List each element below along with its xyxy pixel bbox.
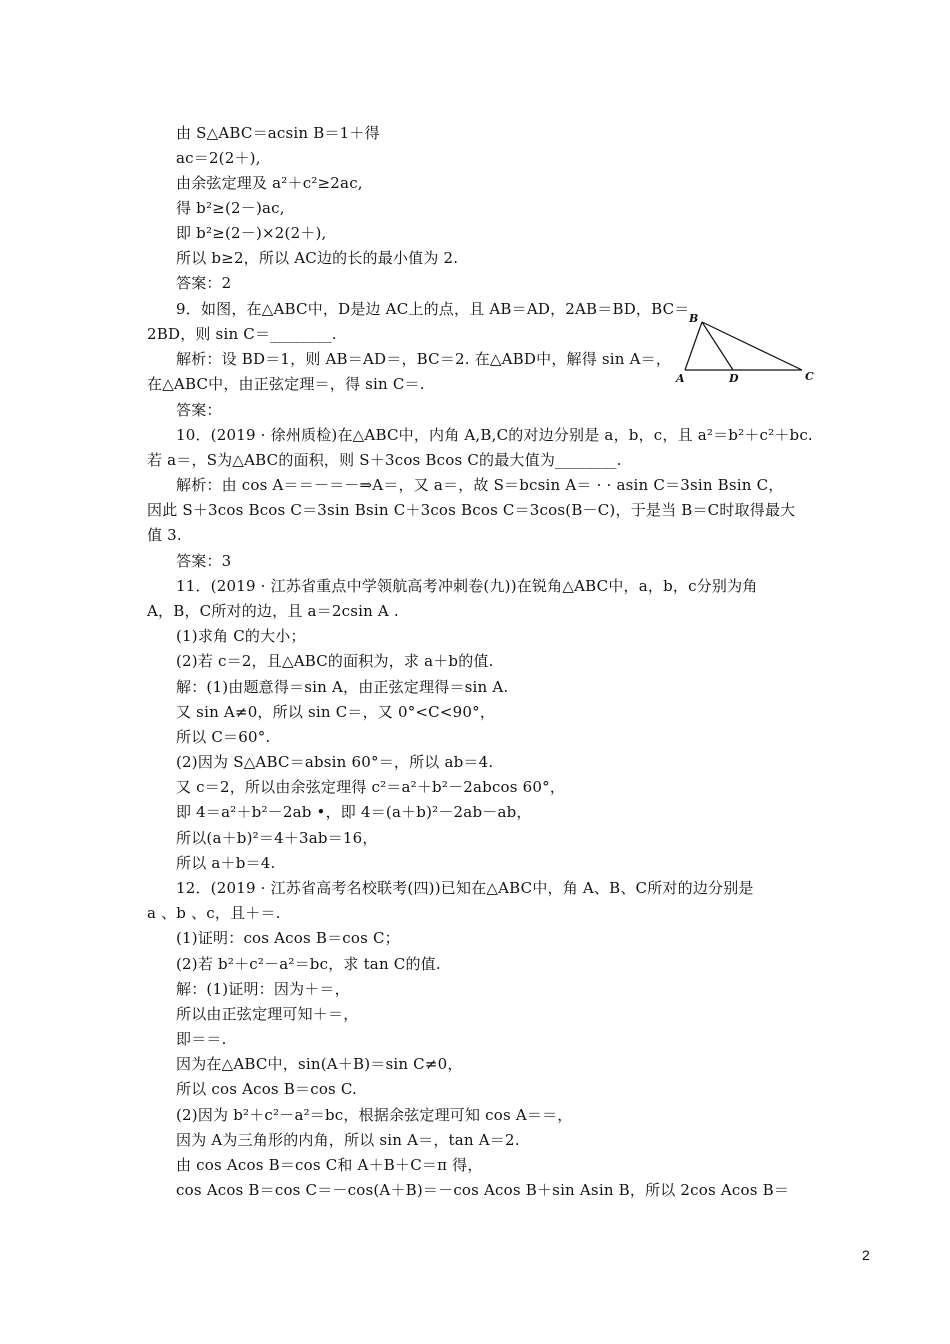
solution-line: 又 c＝2，所以由余弦定理得 c²＝a²＋b²－2abcos 60°， xyxy=(176,778,566,796)
solution-line: (2)因为 S△ABC＝absin 60°＝，所以 ab＝4. xyxy=(176,753,494,771)
text-line: 由 S△ABC＝acsin B＝1＋得 xyxy=(176,124,380,142)
segment-ab xyxy=(685,322,702,370)
solution-line: 值 3. xyxy=(147,526,182,544)
solution-line: 又 sin A≠0，所以 sin C＝，又 0°<C<90°， xyxy=(176,703,496,721)
solution-line: 因此 S＋3cos Bcos C＝3sin Bsin C＋3cos Bcos C＝3cos(B－C)，于是当 B＝C时取得最大 xyxy=(147,501,796,519)
solution-line: 所以(a＋b)²＝4＋3ab＝16， xyxy=(176,829,378,847)
page-number: 2 xyxy=(862,1247,870,1263)
text-line: ac＝2(2＋), xyxy=(176,149,261,167)
problem-12-text: a 、b 、c，且＋＝. xyxy=(147,904,281,922)
solution-line: 即＝＝. xyxy=(176,1030,227,1048)
solution-line: (2)因为 b²＋c²－a²＝bc，根据余弦定理可知 cos A＝＝， xyxy=(176,1106,573,1124)
problem-9-text: 9．如图，在△ABC中，D是边 AC上的点，且 AB＝AD，2AB＝BD，BC＝ xyxy=(176,300,690,318)
text-line: (2)若 c＝2，且△ABC的面积为，求 a＋b的值. xyxy=(176,652,494,670)
solution-line: 解：(1)由题意得＝sin A，由正弦定理得＝sin A. xyxy=(176,678,509,696)
answer-line: 答案：3 xyxy=(176,552,232,570)
solution-line: 解析：由 cos A＝＝－＝－⇒A＝，又 a＝，故 S＝bcsin A＝ · · asin C＝3sin Bsin C， xyxy=(176,476,784,494)
vertex-label-a: A xyxy=(676,372,685,385)
text-line: 即 b²≥(2－)×2(2＋), xyxy=(176,224,327,242)
solution-line: 由 cos Acos B＝cos C和 A＋B＋C＝π 得， xyxy=(176,1156,483,1174)
solution-line: 所以由正弦定理可知＋＝， xyxy=(176,1005,359,1023)
solution-line: 因为在△ABC中，sin(A＋B)＝sin C≠0， xyxy=(176,1055,463,1073)
solution-line: 所以 a＋b＝4. xyxy=(176,854,276,872)
text-line: (1)求角 C的大小； xyxy=(176,627,306,645)
solution-line: 所以 C＝60°. xyxy=(176,728,271,746)
solution-line: cos Acos B＝cos C＝－cos(A＋B)＝－cos Acos B＋sin Asin B，所以 2cos Acos B＝ xyxy=(176,1181,790,1199)
problem-12-text: 12．(2019 · 江苏省高考名校联考(四))已知在△ABC中，角 A、B、C所对的边分别是 xyxy=(176,879,754,897)
text-line: 得 b²≥(2－)ac, xyxy=(176,199,285,217)
answer-line: 答案： xyxy=(176,401,222,419)
triangle-figure xyxy=(672,310,822,390)
solution-line: 因为 A为三角形的内角，所以 sin A＝，tan A＝2. xyxy=(176,1131,520,1149)
vertex-label-b: B xyxy=(689,312,699,325)
problem-11-text: A，B，C所对的边，且 a＝2csin A . xyxy=(147,602,399,620)
problem-10-text: 10．(2019 · 徐州质检)在△ABC中，内角 A,B,C的对边分别是 a，b，c，且 a²＝b²＋c²＋bc. xyxy=(176,426,813,444)
vertex-label-c: C xyxy=(805,370,814,383)
problem-9-text: 2BD，则 sin C＝________. xyxy=(147,325,337,343)
problem-11-text: 11．(2019 · 江苏省重点中学领航高考冲刺卷(九))在锐角△ABC中，a，b，c分别为角 xyxy=(176,577,758,595)
solution-line: 所以 cos Acos B＝cos C. xyxy=(176,1080,358,1098)
solution-line: 解：(1)证明：因为＋＝， xyxy=(176,980,350,998)
solution-line: 即 4＝a²＋b²－2ab •，即 4＝(a＋b)²－2ab－ab， xyxy=(176,803,532,821)
solution-line: 解析：设 BD＝1，则 AB＝AD＝，BC＝2. 在△ABD中，解得 sin A＝， xyxy=(176,350,672,368)
text-line: (1)证明：cos Acos B＝cos C； xyxy=(176,929,400,947)
text-line: 所以 b≥2，所以 AC边的长的最小值为 2. xyxy=(176,249,459,267)
text-line: 由余弦定理及 a²＋c²≥2ac, xyxy=(176,174,363,192)
text-line: (2)若 b²＋c²－a²＝bc，求 tan C的值. xyxy=(176,955,441,973)
vertex-label-d: D xyxy=(729,372,739,385)
answer-line: 答案：2 xyxy=(176,274,232,292)
solution-line: 在△ABC中，由正弦定理＝，得 sin C＝. xyxy=(147,375,425,393)
problem-10-text: 若 a＝，S为△ABC的面积，则 S＋3cos Bcos C的最大值为________. xyxy=(147,451,622,469)
